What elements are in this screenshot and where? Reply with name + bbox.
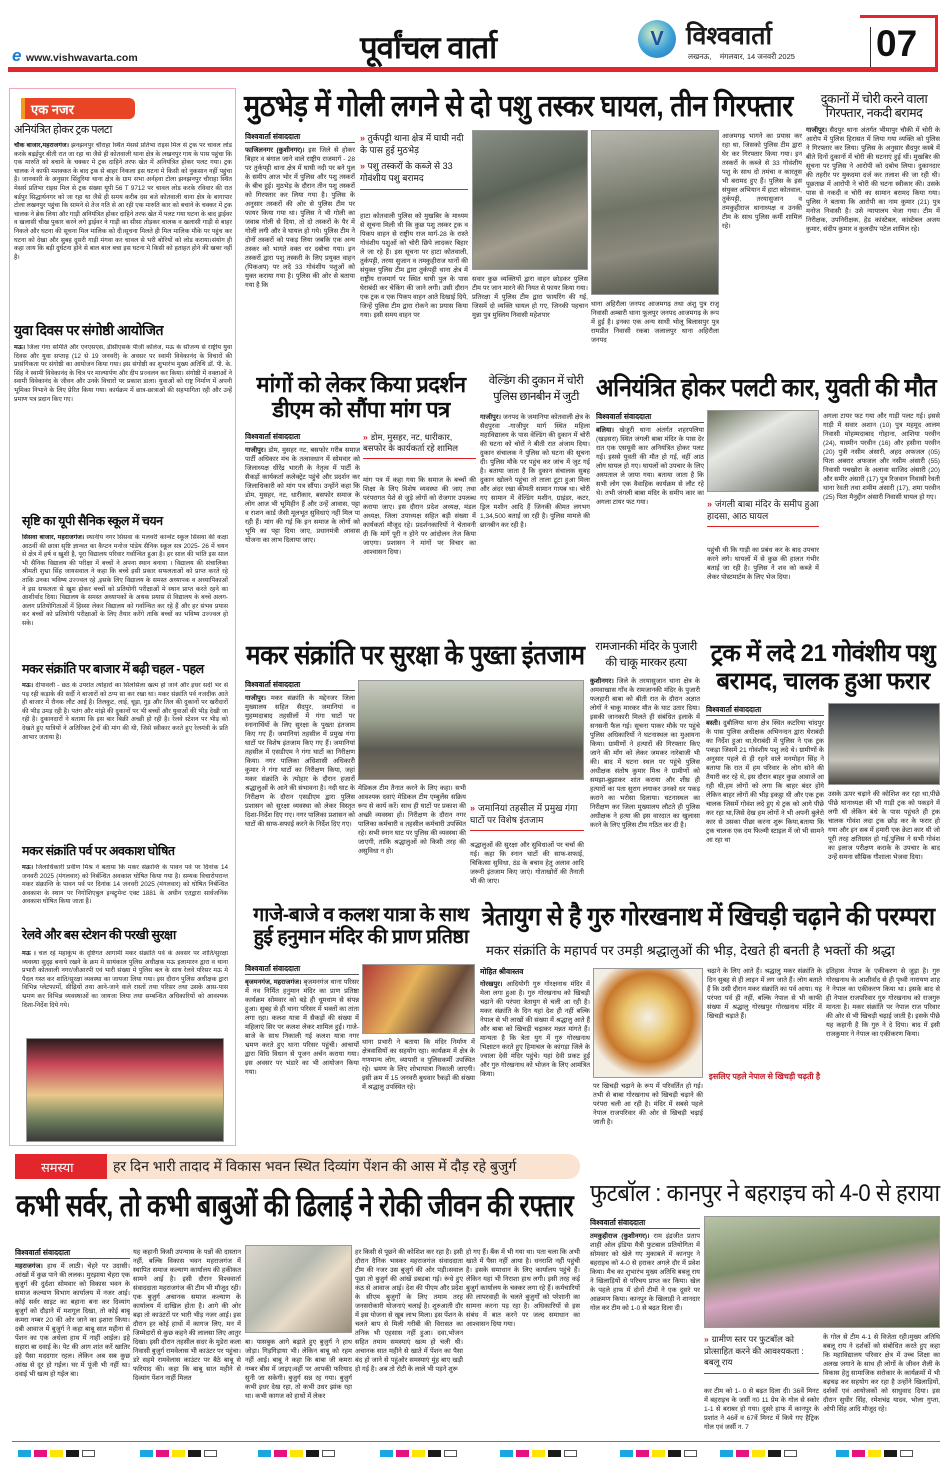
sidebar-item-text: मऊ। दीपावली - छठ के उपरांत त्योहारों का सिलसिला खत्म हो जाने और इधर सर्दी भर से पड़ रही कड़ाके की सर्दी ने बाजारों को ठप्प सा कर रखा था। मकर संक्रांति पर्व नजदीक आते ही बाजार में रौनक लौट आई है। तिलकुट, लाई, चूड़ा, गुड़ और तिल की दुकानों पर खरीदारों की भीड़ उमड़ रही है। पतंग और मांझे की दुकानों पर भी बच्चों और युवाओं की भीड़ देखी जा रही है। दुकानदारों ने बताया कि इस बार बिक्री अच्छी हो रही है। रेलवे स्टेशन पर भीड़ को देखते हुए यात्रियों ने अतिरिक्त ट्रेनों की मांग की थी, जिसे स्वीकार करते हुए रेलमंत्री के प्रति आभार जताया है।: [22, 682, 228, 741]
khichdi-text: चढ़ाने के लिए आते हैं। श्रद्धालु मकर संक्रांति के दिन सुबह से ही लाइन में लग जाते हैं। लोग बताते हैं कि उसी दौरान मकर संक्रांति का पर्व आया। यह परंपरा पर्व ही नहीं, बल्कि नेपाल से भी काफी संख्या में श्रद्धालु गोरखपुर गोरखनाथ मंदिर में खिचड़ी चढ़ाते हैं।: [707, 968, 822, 1020]
pension-text: बा। पासबुक आगे बढ़ाते हुए बुजुर्ग ने हाथ जोड़ा। गिड़गिड़ाया भी। लेकिन बाबू को रहम नहीं आई। बाबू ने कहा कि बाबा जी कमरा नम्बर बीस में जाइए।वहीं पर आपकी फरियाद सुनी जा सकेगी। बुजुर्ग सन्न रह गया। बुजुर्ग कभी इधर देख रहा, तो कभी उधर झांक रहा था। कभी कागज को हाथों में लेकर: [245, 1339, 352, 1400]
lead-text: सवार कुछ व्यक्तियों द्वारा वाहन छोड़कर पुलिस टीम पर जान मारने की नियत से फायर किया गया। प्रतिरक्षा में पुलिस टीम द्वारा फायरिंग की गई, जिसमें दो व्यक्ति घायल हो गए, जिनकी पहचान मुन्ना पुत्र मुस्लिम निवासी महेशपार: [472, 276, 588, 319]
welding-text: गाजीपुर। जनपद के जमानिया कोतवाली क्षेत्र के सैदपुरवा -गाजीपुर मार्ग स्थित महिला महाविद्यालय के पास वेल्डिंग की दुकान में चोरी की घटना को चोरों ने बीती रात अंजाम दिया। दुकान संचालक ने पुलिस को घटना की सूचना दी। पुलिस मौके पर पहुंच कर जांच में जुट गई है। बताया जाता है कि दुकान संचालक सुबह दुकान खोलने पहुंचा तो ताला टूटा हुआ मिला और अंदर रखा कीमती सामान गायब था। चोरी गए सामान में वेल्डिंग मशीन, ग्राइंडर, कटर, ड्रिल मशीन आदि हैं जिनकी कीमत लगभग 1,34,500 बताई जा रही है। पुलिस मामले की छानबीन कर रही है।: [480, 414, 590, 529]
bullet-item: » पशु तस्करों के कब्जे से 33 गोवंशीय पशु बरामद: [360, 161, 453, 183]
security-text: श्रद्धालुओं की सुरक्षा और सुविधाओं पर चर्चा की गई। कहा कि स्नान घाटों की साफ-सफाई, चिकित्सा सुविधा, ठंड के बचाव हेतु अलाव आदि जरूरी इंतजाम किए जाएं। गोताखोरों की तैनाती भी की जाए।: [470, 842, 584, 885]
khichdi-lead2: इसलिए पहले नेपाल से खिचड़ी चढ़ती है: [708, 1072, 821, 1081]
khichdi-text: इतिहास नेपाल के एकीकरण से जुड़ा है। गुरु गोरखनाथ के आशीर्वाद से ही पृथ्वी नारायण शाह ने नेपाल का एकीकरण किया था। इसके बाद से ही नेपाल राजपरिवार गुरु गोरखनाथ को राजगुरु मानता है। मकर संक्रांति पर नेपाल राज परिवार की ओर से भी खिचड़ी चढ़ाई जाती है। इसके पीछे यह कहानी है कि गुरु ने दे दिया। बाद में इसी राजकुमार ने नेपाल का एकीकरण किया।: [826, 968, 940, 1038]
pension-kicker: हर दिन भारी तादाद में विकास भवन स्थित दिव्यांग पेंशन की आस में दौड़ रहे बुजुर्ग: [113, 1158, 517, 1174]
demand-text: विश्ववार्ता संवाददाता गाजीपुर। डोम, मुसहर नट, बसफोर गरीब समाज पार्टी अधिकार मंच के तत्वावधान में सोमवार को जिलाध्यक्ष धीरेंद्र भारती के नेतृत्व में पार्टी के सैकड़ों कार्यकर्ता कलेक्ट्रेट पहुंचे और प्रदर्शन कर जिलाधिकारी को मांग पत्र सौंपा। उन्होंने कहा कि डोम, मुसहर, नट, धारीकार, बसफोर समाज के लोग आज भी भूमिहीन हैं और उन्हें आवास, पट्टा व राशन कार्ड जैसी मूलभूत सुविधाएं नहीं मिल पा रही हैं। मांग की गई कि इन समाज के लोगों को भूमि का पट्टा दिया जाए, प्रधानमंत्री आवास योजना का लाभ दिलाया जाए।: [245, 432, 360, 544]
lead-headline: मुठभेड़ में गोली लगने से दो पशु तस्कर घायल, तीन गिरफ्तार: [244, 90, 793, 123]
football-headline: फुटबॉल : कानपुर ने बहराइच को 4-0 से हराया: [590, 1180, 940, 1207]
paper-name: विश्ववार्ता: [686, 22, 773, 50]
right-headline: दुकानों में चोरी करने वाला गिरफ्तार, नकदी बरामद: [820, 92, 928, 121]
car-text: पहुंची थी कि गाड़ी का प्रबंध कर के बाद उपचार करने लगे। घायलों में से कुछ की हालत गंभीर बताई जा रही है। पुलिस ने शव को कब्जे में लेकर पोस्टमार्टम के लिए भेज दिया।: [707, 547, 819, 581]
khichdi-text: पर खिचड़ी चढ़ाने के रूप में परिवर्तित हो गई। तभी से बाबा गोरखनाथ को खिचड़ी चढ़ाने की परंपरा चली आ रही है। मंदिर में सबसे पहले नेपाल राजपरिवार की ओर से खिचड़ी चढ़ाई जाती है।: [593, 1083, 703, 1126]
header-rule: [8, 67, 938, 72]
cattle-text: विश्ववार्ता संवाददाता बस्ती। दुबौलिया थाना क्षेत्र स्थित कटरिया चांदपुर के पास पुलिस अधीक्षक अभिनन्दन द्वारा घेराबंदी का निर्देश हुआ था,घेराबंदी में पुलिस ने एक ट्रक पकड़ा जिसमें 21 गोवंशीय पशु लदे थे। ग्रामीणों के अनुसार पहले से ही रहने वाले मनमोहन सिंह ने बताया कि रात में हम परिवार के लोग सोने की तैयारी कर रहे थे, इस दौरान बाहर कुछ आवाजें आ रही थी,हम लोगों को लगा कि बाहर बंदर होंगे लेकिन बाहर लोगों की भीड़ इकट्ठा थी और एक ट्रक चालक जिसमें गोवंश लदे हुए थे ट्रक को आगे पीछे कर रहा था,जिसे देख हम लोगों ने भी अपनी बुलेरो कार से उसका पीछा करना शुरू किया,बताया कि ट्रक चालक एक दम फिल्मी स्टाइल में जो भी सामने आ रहा था: [706, 705, 824, 844]
priest-headline: रामजानकी मंदिर के पुजारी की चाकू मारकर हत्या: [595, 641, 697, 669]
samasya-tag: [15, 1154, 107, 1179]
website-url[interactable]: www.vishwavarta.com: [26, 52, 138, 64]
sidebar-item-title: मकर संक्रांति पर बाजार में बढ़ी चहल - पहल: [22, 662, 204, 676]
ghat-inspection-photo: [358, 680, 584, 780]
paper-logo-icon: V: [638, 20, 676, 58]
sidebar-item-text: मऊ। जिला गंगा समिति और एनएसएस, डीसीएसके पीजी कॉलेज, मऊ के सौजन्य से राष्ट्रीय युवा दिवस और युवा सप्ताह (12 से 19 जनवरी) के अवसर पर स्वामी विवेकानंद के विचारों की प्रासंगिकता पर संगोष्ठी का आयोजन किया गया। इस संगोष्ठी का शुभारंभ मुख्य अतिथि डॉ. पी. के. सिंह ने स्वामी विवेकानंद के चित्र पर माल्यार्पण और दीप प्रज्वलन कर किया। संगोष्ठी में वक्ताओं ने स्वामी विवेकानंद के जीवन और उनके विचारों पर प्रकाश डाला। युवाओं को राष्ट्र निर्माण में अपनी भूमिका निभाने के लिए प्रेरित किया गया। कार्यक्रम में छात्र-छात्राओं की सहभागिता रही और उन्हें प्रमाण पत्र प्रदान किए गए।: [14, 344, 232, 403]
hanuman-headline: गाजे-बाजे व कलश यात्रा के साथ हुई हनुमान मंदिर की प्राण प्रतिष्ठा: [253, 904, 469, 949]
right-text: गाजीपुर। सैदपुर थाना अंतर्गत भीमापुर चौकी में चोरी के आरोप में पुलिस हिरासत में लिया गया व्यक्ति को पुलिस ने गिरफ्तार कर लिया। पुलिस के अनुसार सैदपुर कस्बे में बीते दिनों दुकानों में चोरी की घटनाएं हुई थीं। मुखबिर की सूचना पर पुलिस ने आरोपी को दबोच लिया। दुकानदार की तहरीर पर मुकदमा दर्ज कर तलाश की जा रही थी। पूछताछ में आरोपी ने चोरी की घटना स्वीकार की। उसके पास से नकदी व चोरी का सामान बरामद किया गया। पुलिस ने बताया कि आरोपी का नाम कुमार (21) पुत्र मनोज निवासी है। उसे न्यायालय भेजा गया। टीम में निरीक्षक, उपनिरीक्षक, हेड कांस्टेबल, कांस्टेबल अजय कुमार, संदीप कुमार व कुलदीप पटेल शामिल रहे।: [806, 127, 940, 233]
color-registration-marks: [620, 1450, 697, 1457]
football-match-photo: [704, 1216, 940, 1328]
currency-notes-photo: [245, 1245, 352, 1333]
demand-bullet: » डोम, मुसहर, नट, धारीकार, बसफोर के कार्यकर्ता रहे शामिल: [363, 432, 476, 459]
sidebar-item-title: रेलवे और बस स्टेशन की परखी सुरक्षा: [22, 928, 176, 942]
football-text: के गोल से टीम 4-1 से विजेता रही।मुख्य अतिथि बबलू राय ने दर्शकों को संबोधित करते हुए कहा कि महाविद्यालय परिवार क्षेत्र में उच्च शिक्षा का अलख जगाने के साथ ही लोगों के जीवन शैली के विकास हेतु सामाजिक सरोकार के कार्यक्रमों में भी बढ़चढ़ कर सहयोग कर रहा है उन्होंने खिलाड़ियों, दर्शकों एवं आयोजकों को साधुवाद दिया। इस दौरान सुधीर सिंह, रमेशचंद्र यादव, भोला गुप्ता, ओपी सिंह आदि मौजूद रहे।: [823, 1334, 940, 1413]
sidebar-item-title: सृष्टि का यूपी सैनिक स्कूल में चयन: [22, 514, 163, 528]
welding-headline: वेल्डिंग की दुकान में चोरी पुलिस छानबीन में जुटी: [488, 375, 584, 403]
ie-icon: e: [12, 46, 22, 65]
sidebar-item-text: सिसवा बाजार, महराजगंज। स्थानीय नगर सिसवा के मलवरी कान्वेंट स्कूल सिसवा की कक्षा आठवीं की छात्रा सृष्टि ज्ञान्वत का कैप्टन मनोज पांडेय सैनिक स्कूल सत्र 2025- 26 में चयन से क्षेत्र में हर्ष व खुशी है, पूरा विद्यालय परिवार गर्वान्वित हुआ है। हर साल की भांति इस साल भी सैनिक विद्यालय की परीक्षा में बच्चों ने अपना स्थान बनाया । विद्यालय की संचालिका श्रीमती शुभ्रा सिंह जायसवाल ने कहा कि बच्चे इसी प्रकार सफलताओं को प्राप्त करते रहे ताकि उनका भविष्य उज्ज्वल रहे ,इसके लिए विद्यालय के समस्त अध्यापक व अध्यापिकाओं ने इस सफलता से खुश होकर बच्चों को प्रतियोगी परीक्षाओं मे स्थान प्राप्त करते रहने का आशीर्वाद दिया। विद्यालय के समस्त अध्यापकों के अथक प्रयास से विद्यालय के बच्चे अलग-अलग प्रतियोगिताओं में हिस्सा लेकर विद्यालय को गर्वान्वित कर रहे हैं और हर संभव प्रयास कर बच्चों को प्रतियोगी परीक्षाओं के लिए तैयार करेंगे ताकि बच्चों का भविष्य उज्ज्वल हो सके।: [22, 534, 228, 627]
khichdi-text: मोहित श्रीवास्तव गोरखपुर। आदियोगी गुरु गोरक्षनाथ मंदिर में मेला लगा हुआ है। गुरु गोरखनाथ को खिचड़ी चढ़ाने की परंपरा त्रेतायुग से चली आ रही है। मकर संक्रांति के दिन यहां देश ही नहीं बल्कि नेपाल से भी लाखों की संख्या में श्रद्धालु आते हैं और बाबा को खिचड़ी चढ़ाकर मन्नत मांगते हैं। मान्यता है कि त्रेता युग में गुरु गोरखनाथ भिक्षाटन करते हुए हिमाचल के कांगड़ा जिले के ज्वाला देवी मंदिर पहुंचे। यहां देवी प्रकट हुईं और गुरु गोरखनाथ को भोजन के लिए आमंत्रित किया।: [480, 967, 590, 1078]
sidebar-tab-label: एक नजर: [31, 102, 74, 117]
football-bullet: » ग्रामीण स्तर पर फुटबॉल को प्रोत्साहित करने की आवश्यकता : बबलू राय: [704, 1334, 819, 1374]
police-team-photo: [591, 130, 719, 295]
overturned-car-photo: [707, 410, 819, 492]
bullet-item: » तुर्कपट्टी थाना क्षेत्र में घाघी नदी के पास हुई मुठभेड़: [360, 133, 464, 155]
lead-text: विश्ववार्ता संवाददाता फाजिलनगर (कुशीनगर)। इस जिले से होकर बिहार व बंगाल जाने वाले राष्ट्रीय राजमार्ग - 28 पर तुर्कपट्टी थाना क्षेत्र में घाघी नदी पर बने पुल के समीप आज भोर में पुलिस और पशु तस्करों के बीच हुई। मुठभेड़ के दौरान तीन पशु तस्करों को गिरफ्तार कर लिया गया है। पुलिस के अनुसार तस्करों की ओर से पुलिस टीम पर फायर किया गया था। पुलिस ने भी गोली का जवाब गोली से दिया, तो दो तस्करों के पैर में गोली लगी और वे घायल हो गये। पुलिस टीम ने दोनों तस्करों को पकड़ लिया जबकि एक अन्य तस्कर को भागते वक्त धर दबोचा गया। इन तस्करों द्वारा पशु तस्करी के लिए प्रयुक्त वाहन (पिकअप) पर लदे 33 गोवंशीय पशुओं को मुक्त कराया गया है। पुलिस की ओर से बताया गया है कि: [245, 132, 355, 289]
sidebar-item-title: मकर संक्रांति पर्व पर अवकाश घोषित: [22, 844, 175, 858]
khichdi-subhead: मकर संक्रांति के महापर्व पर उमड़ी श्रद्धालुओं की भीड़, देखते ही बनती है भक्तों की श्रद्धा: [486, 943, 895, 958]
sidebar-tab: [21, 98, 135, 119]
seized-truck-photo: [828, 703, 940, 785]
lead-text: थाना अहिरौला जनपद आजमगढ़ तथा अंशु पुत्र राजू निवासी अम्बारी थाना फूलपुर जनपद आजमगढ़ के रूप में हुई है। इनका एक अन्य साथी भोलू बिलासपुर पुत्र रामप्रीत निवासी रकबा जलालपुर थाना अहिरौला जनपद: [591, 301, 719, 344]
khichdi-headline: त्रेतायुग से है गुरु गोरखनाथ में खिचड़ी चढ़ाने की परम्परा: [482, 903, 935, 931]
color-registration-marks: [18, 1450, 95, 1457]
sidebar-item-title: युवा दिवस पर संगोष्ठी आयोजित: [14, 322, 163, 338]
cattle-headline: ट्रक में लदे 21 गोवंशीय पशु बरामद, चालक हुआ फरार: [710, 640, 936, 695]
page-number-box: [860, 15, 938, 72]
footer-rule: [12, 1441, 940, 1442]
pension-headline: कभी सर्वर, तो कभी बाबुओं की ढिलाई ने रोकी जीवन की रफ्तार: [16, 1188, 574, 1223]
temple-ceremony-photo: [362, 964, 475, 1034]
color-registration-marks: [258, 1450, 335, 1457]
page-number: 07: [876, 23, 918, 64]
cattle-text: उसके ऊपर चढ़ाने की कोशिश कर रहा था,पीछे पीछे थानाध्यक्ष की भी गाड़ी ट्रक को पकड़ने में लगी थी लेकिन बंधे के पास पहुंचते ही ट्रक चालक गोवंश लदा ट्रक छोड़ कर के फरार हो गया और इन सब में हमारी एक क्रेटा कार थी जो पूरी तरह क्षतिग्रस्त हो गई,पुलिस ने सभी गोवंश का इलाज परीक्षण कराके के उपचार के बाद उन्हें समना सौम्रिक गौशाला भेजवा दिया।: [828, 791, 940, 861]
sidebar-item-title: अनियंत्रित होकर ट्रक पलटा: [14, 124, 112, 136]
security-text: विश्ववार्ता संवाददाता गाजीपुर। मकर संक्रांति के मद्देनजर जिला मुख्यालय सहित सैदपुर, जमानियां व मुहम्मदाबाद तहसीलों में गंगा घाटों पर स्नानार्थियों के लिए सुरक्षा के पुख्ता इंतजाम किए गए हैं। जमानियां तहसील में प्रमुख गंगा घाटों पर विशेष इंतजाम किए गए हैं। जमानियां तहसील में एसडीएम ने गंगा घाटों का निरीक्षण किया। नगर पालिका अधिशासी अधिकारी कुमार ने गंगा घाटों का निरीक्षण किया, जहां मकर संक्रांति के त्योहार के दौरान हजारों श्रद्धालुओं के आने की संभावना है। नदी घाट के निरीक्षण के दौरान एसडीएम द्वारा पुलिस प्रशासन को सुरक्षा व्यवस्था को लेकर विस्तृत दिशा-निर्देश दिए गए। नगर पालिका प्रशासन को घाटों की साफ-सफाई करने के निर्देश दिए गए।: [245, 680, 355, 828]
pension-text: हो गए हैं। बैंक में भी गया था। पता चला कि अभी खाते में पैसा नहीं आया है। धनराशि नहीं पहुंची है। इसके समाधान के लिए कार्यालय पहुंचे हैं। लेकिन यहां भी निराशा हाथ लगी। इसी तरह कई बुजुर्ग कार्यालय के चक्कर लगा रहे हैं। कर्मचारियों की लापरवाही के चलते बुजुर्गों को परेशानी का सामना करना पड़ रहा है। अधिकारियों से इस संबंध में बात करने पर जल्द समाधान का आश्वासन दिया गया।: [466, 1249, 580, 1328]
football-text: कर टीम को 1- 0 से बढ़त दिला दी। 36वें मिनट में बहराइच के जर्सी न0 11 प्रेम के गोल से स्कोर 1-1 से बराबर हो गया। दूसरे हाफ में कानपुर के प्रशांत ने 46वें व 67वें मिनट में किये गए हैट्रिक गोल एवं जर्सी न. 7: [704, 1388, 819, 1430]
sidebar-item-text: मऊ । चल रहे महाकुंभ के दृष्टिगत आगामी मकर संक्रांति पर्व के अवसर पर शांति/सुरक्षा व्यवस्था सुदृढ़ बनाये रखने के क्रम मे सायंकाल पुलिस अधीक्षक मऊ इलामारन द्वारा व थाना प्रभारी कोतवाली नगर/जीआरपी एवं भारी संख्या मे पुलिस बल के साथ रेलवे परिसर मऊ मे पैदल गस्त कर शांति/सुरक्षा व्यवस्था का जायजा लिया गया। इस दौरान पुलिस अधीक्षक द्वारा विभिन्न प्लेटफार्मो, सीढ़ियों तथा आने-जाने वाले रास्तों तथा परिसर तथा उसके आस-पास भ्रमण कर विभिन्न व्यवस्थाओं का जायजा लिया तथा सम्बन्धित अधिकारियों को आवश्यक दिशा-निर्देश दिये गये।: [22, 950, 228, 1009]
pension-text: विश्ववार्ता संवाददाता महराजगंज। हाथ में लाठी। चेहरे पर उदासी। आंखों में कुछ पाने की ललक। मुरझाया चेहरा एक बुजुर्ग की दुर्दशा सोमवार को विकास भवन के समाज कल्याण विभाग कार्यालय में नजर आई। कोई सर्वर साइट का बहाना बना कर दिव्यांग बुजुर्ग को दौड़ाने में मशगूल दिखा, तो कोई बाबू कमरा नम्बर 20 की ओर जाने का इशारा किया। दबी आवाज में बुजुर्ग ने कहा बाबू सात महीना से पेंशन का एक अधेला हाथ में नाहीं आईल। इहे सहारा बा दवाई के। पेट की आग शांत करें खातिर इहे पैसा मददगार रहल। लेकिन अब सब कुछ आंख से दूर हो गईल। घर में पूंजी भी नहीं था। दवाई भी खत्म हो गईल बा।: [15, 1248, 130, 1378]
sidebar-item-text: चौक बाजार,महराजगंज। झनझनपुर चौराहा स्थित मेसर्स प्रतिभा राइस मिल से ट्रक पर चावल लोड करके बढ़ईपुर बीती रात जा रहा था जैसे ही कोतवाली थाना क्षेत्र के लखनपुर गाय के पास पहुंचा कि एक मारुति को बचाने के चक्कर मे ट्रक दाहिने तरफ खेत में अनियंत्रित होकर पलट गया। ट्रक चालक ने काफी मशक्कत के बाद ट्रक से बाहर निकला इस घटना मे किसी को नुकसान नहीं पहुंचा है। जानकारी के अनुसार सिंदुरिया थाना क्षेत्र के ग्राम सभा अर्नहवा टोला झनझनपुर चौराहा स्थित मेसर्स प्रतिभा राइस मिल से ट्रक संख्या यूपी 56 T 9712 पर चावल लोड करके रविवार की रात बर्डपुर सिद्धार्थनगर को जा रहा था जैसे ही समय करीब दस बजे कोतवाली थाना क्षेत्र के बागापार टोला लखनपुर पहुंचा कि सामने से तेज गति से आ रही एक मारुति कार को बचाने के चक्कर में ट्रक चालक ने ब्रेक लिया और गाड़ी अनियंत्रित होकर दाहिने तरफ खेत में पलट गया घटना के बाद ड्राईवर व खलासी चीख पुकार करने लगे ड्राईवर ने गाड़ी का सीसा तोड़कर चालक व खलासी गाड़ी से बाहर निकले और घटना की सूचना मिल मालिक को दी।सूचना मिलते ही मिल मालिक मौके पर पहुंच कर घटना को देखा और सुबह दूसरी गाड़ी मंगवा कर चावल से भरी बोरियों को लोड कराया।संयोग ही कहा जाय कि बड़ी दुर्घटना होने से बाल बाल बचा इस घटना मे किसी को हताहत होने की खबर नहीं है।: [14, 142, 232, 261]
demand-text: मांग पत्र में कहा गया कि समाज के बच्चों की शिक्षा के लिए विशेष व्यवस्था की जाए तथा परंपरागत पेशे से जुड़े लोगों को रोजगार उपलब्ध कराया जाए। इस दौरान प्रदेश अध्यक्ष, मंडल अध्यक्ष, जिला उपाध्यक्ष सहित बड़ी संख्या में कार्यकर्ता मौजूद रहे। प्रदर्शनकारियों ने चेतावनी दी कि मांगें पूरी न होने पर आंदोलन तेज किया जाएगा। प्रशासन ने मांगों पर विचार का आश्वासन दिया।: [363, 477, 476, 556]
color-registration-marks: [836, 1450, 913, 1457]
color-registration-marks: [140, 1450, 217, 1457]
sidebar-item-text: मऊ। जिलाधिकारी प्रवीण मिश्र ने बताया कि मकर संक्रान्ति के पावन पर्व पर दिनांक 14 जनवरी 2025 (मंगलवार) को निर्बन्धित अवकाश घोषित किया गया है। सम्यक विचारोपरान्त मकर संक्रान्ति के पावन पर्व पर दिनांक 14 जनवरी 2025 (मंगलवार) को घोषित निर्बन्धित अवकाश के स्थान पर निगोशिएबुल इन्स्ट्रुमेन्ट एक्ट 1881 के अधीन एतद्वारा सार्वजनिक अवकाश घोषित किया जाता है।: [22, 864, 228, 906]
hanuman-text: थाना प्रभारी ने बताया कि मंदिर निर्माण में क्षेत्रवासियों का सहयोग रहा। कार्यक्रम में क्षेत्र के गणमान्य लोग, व्यापारी व पुलिसकर्मी उपस्थित रहे। भ्रमण के लिए शोभायात्रा निकाली जाएगी। इसी क्रम में 15 जनवरी बुधवार रैकड़ों की संख्या में श्रद्धालु उपस्थित रहे।: [362, 1039, 475, 1091]
color-registration-marks: [500, 1450, 577, 1457]
hanuman-text: विश्ववार्ता संवाददाता बृजमनगंज, महराजगंज। बृजमनगंज थाना परिसर में नव निर्मित हनुमान मंदिर का प्राण प्रतिष्ठा कार्यक्रम सोमवार को बड़े ही धूमधाम से संपन्न हुआ। सुबह से ही थाना परिसर में भक्तों का तांता लगा रहा। कलश यात्रा में सैकड़ों की संख्या में महिलाएं सिर पर कलश लेकर शामिल हुईं। गाजे-बाजे के साथ निकाली गई कलश यात्रा नगर भ्रमण करते हुए थाना परिसर पहुंची। आचार्यों द्वारा विधि विधान से पूजन अर्चन कराया गया। इस अवसर पर भंडारे का भी आयोजन किया गया।: [245, 964, 359, 1076]
railway-station-photo: [26, 1038, 224, 1142]
car-bullet: » जंगली बाबा मंदिर के समीप हुआ हादसा, आठ घायल: [707, 498, 819, 527]
security-bullet: » जमानियां तहसील में प्रमुख गंगा घाटों पर विशेष इंतजाम: [470, 802, 584, 831]
demand-headline: मांगों को लेकर किया प्रदर्शन डीएम को सौंपा मांग पत्र: [256, 372, 466, 423]
car-text: विश्ववार्ता संवाददाता बलिया। खेजुरी थाना अंतर्गत शहरपलिया (खड़सरा) स्थित जंगली बाबा मंदिर के पास देर रात एक एसयूवी कार अनियंत्रित होकर पलट गई। इससे युवती की मौत हो गई, वहीं आठ लोग घायल हो गए। घायलों को उपचार के लिए अस्पताल ले जाया गया। बताया जाता है कि सभी लोग एक वैवाहिक कार्यक्रम से लौट रहे थे। तभी जंगली बाबा मंदिर के समीप कार का अगला टायर फट गया।: [596, 412, 704, 506]
lead-bullets: [360, 132, 468, 190]
pension-text: यह कहानी किसी उपन्यास के पन्नों की दास्तान नहीं, बल्कि विकास भवन महराजगंज में स्थापित समाज कल्याण कार्यालय की हकीकत सामने आई है। इसी दौरान विश्ववार्ता संवाददाता महराजगंज की टीम भी मौजूद रही। एक बुजुर्ग अचानक समाज कल्याण के कार्यालय में दाखिल होता है। आगे की ओर बढ़ा तो काउंटरों पर भारी भीड़ नजर आई। इस दौरान हर कोई हाथों में कागज लिए, मन में जिम्मेदारों से कुछ कहने की लालसा लिए आतुर दिखा। इसी दौरान तहसील सदर के मुडेरा कला निवासी बुजुर्ग रामवेलास भी काउंटर पर पहुंचा। डरे सहमे रामवेलास काउंटर पर बैठे बाबू से फरियाद की। कहा कि बाबू सात महीने से दिव्यांग पेंशन नाहीं मिलत: [133, 1249, 241, 1382]
car-text: अगला टायर फट गया और गाड़ी पलट गई। इससे गाड़ी में सवार अशान (10) पुत्र महमूद आलम निवासी मोहम्मदाबाद गोहाना, आशिया परवीन (24), यास्मीन परवीन (16) और हसीना परवीन (20) पुत्री नसीम अंसारी, अहद अफजल (05) पिता अबरार अफजल और नसीम अंसारी (55) निवासी पचखोरा के अलावा साजिद अंसारी (20) और समीर अंसारी (17) पुत्र रिजवान निवासी रेवती थाना रेवती तथा शमीम अंसारी (17), शमा परवीन (25) पिता मैनुद्दीन अंसारी निवासी घायल हो गए।: [823, 413, 940, 501]
car-headline: अनियंत्रित होकर पलटी कार, युवती की मौत: [596, 374, 937, 402]
gorakhnath-idol-photo: [593, 968, 703, 1078]
color-registration-marks: [720, 1450, 797, 1457]
security-text: मेडिकल टीम तैनात करने के लिए कहा। सभी आवश्यक दवाएं मेडिकल टीम एम्बुलेंस सक्रिय रूप से कार्य करें। साथ ही घाटों पर प्रकाश की अच्छी व्यवस्था हो। निरीक्षण के दौरान नगर पालिका कर्मचारी व तहसील कर्मचारी उपस्थित रहे। सभी स्नान घाट पर पुलिस की व्यवस्था की जाएगी, ताकि श्रद्धालुओं को किसी तरह की असुविधा न हो।: [358, 785, 466, 855]
section-title: पूर्वांचल वार्ता: [360, 30, 497, 65]
dateline: लखनऊ, मंगलवार, 14 जनवरी 2025: [688, 52, 795, 61]
samasya-tag-label: समस्या: [41, 1160, 74, 1175]
arrested-smugglers-photo: [472, 130, 588, 270]
color-registration-marks: [380, 1450, 457, 1457]
priest-text: कुशीनगर। जिले के तरयासुजान थाना क्षेत्र के अमवाखास गाँव के रामजानकी मंदिर के पुजारी फलहारी बाबा को बीती रात के दौरान अज्ञात लोगों ने चाकू मारकर मौत के घाट उतार दिया। इसकी जानकारी मिलते ही संबंधित इलाके में सनसनी फैल गई। सूचना पाकर मौके पर पहुंचे पुलिस अधिकारियों ने घटनास्थल का मुआयना किया। ग्रामीणों ने हत्यारों की गिरफ्तार किए जाने की माँग को लेकर जमकर नारेबाजी भी की। बाद में घटना स्थल पर पहुंचे पुलिस अधीक्षक संतोष कुमार मिश्र ने ग्रामीणों को समझा-बुझाकर शांत कराया और शीघ्र ही हत्यारों का पता सुराग लगाकर उनको धर पकड़ कराने का भरोसा दिलाया। घटनास्थल का निरीक्षण कर जिला मुख्यालय लौटते ही पुलिस अधीक्षक ने हत्या की इस वारदात का खुलासा करने के लिए पुलिस टीम गठित कर दी है।: [590, 678, 700, 829]
lead-text: आजमगढ़ भागने का प्रयास कर रहा था, जिसको पुलिस टीम द्वारा घेर कर गिरफ्तार किया गया। इन तस्करों के कब्जे से 33 गोवंशीय पशु के साथ दो तमंचा व कारतूस भी बरामद हुए हैं। पुलिस के इस संयुक्त अभियान में हाटा कोतवाल, तुर्कपट्टी, तरयासुजान व तमकुहीराज थानाध्यक्ष व उनकी टीम के साथ पुलिस कर्मी शामिल रहे।: [722, 133, 802, 230]
football-text: विश्ववार्ता संवाददाता तमकुहीराज (कुशीनगर)। राम इंद्रजीत प्रताप शाही ओल इंडिया मैत्री फुटबाल प्रतियोगिता में सोमवार को खेले गए मुकाबले में कानपुर ने बहराइच को 4-0 से हराकर अगले दौर में प्रवेश किया। मैच का शुभारंभ मुख्य अतिथि बबलू राय ने खिलाड़ियों से परिचय प्राप्त कर किया। खेल के पहले हाफ में दोनों टीमों ने एक दूसरे पर आक्रमण किया। कानपुर के खिलाड़ी ने शानदार गोल कर टीम को 1-0 से बढ़त दिला दी।: [590, 1218, 700, 1312]
lead-text: हाटा कोतवाली पुलिस को मुखबिर के माध्यम से सूचना मिली थी कि कुछ पशु तस्कर ट्रक व पिकप वाहन से राष्ट्रीय राज मार्ग-28 के रास्ते गोवंशीय पशुओं को चोरी छिपे लादकर बिहार ले जा रहे हैं। इस सूचना पर हाटा कोतवाली, तुर्कपट्टी, तरया सुजान व तमकुहीराज थानों की संयुक्त पुलिस टीम द्वारा तुर्कपट्टी थाना क्षेत्र में राष्ट्रीय राजमार्ग पर स्थित घाघी पुल के पास घेराबंदी कर चेकिंग की जाने लगी। उसी दौरान एक ट्रक व एक पिकप वाहन आते दिखाई दिये, जिन्हें पुलिस टीम द्वारा रोकने का प्रयास किया गया। इसी समय वाहन पर: [360, 213, 468, 319]
pension-text: हर किसी से पूछने की कोशिश कर रहा है। इसी दौरान दैनिक भास्कर महराजगंज संवाददाता टीम की नजर उस बुजुर्ग की ओर पड़ी।सवाल पूछा तो बुजुर्ग की आंखें डबडबा गई। रूंधे हुए कंठ से आवाज आई। देश की पीएम और प्रदेश के सीएम बुजुर्गों के लिए तमाम तरह जनसरोकारी योजनाएं चलाई है। शुरुआती दौर में इस योजना से खूब लाभ मिला। इस पेंशन के चलते बाप से मिली गरीबी की विरासत का तनिक भी एहसास नहीं हुआ। दवा,भोजन सहित तमाम समस्याएं खत्म हो चली थी। अचानक सात महीने से खाते में पेंशन का पैसा बंद हो जाने से पहुंओर समस्याएं मुंह बाए खड़ी हो गई है। अब तो रोटी के लाले भी पड़ने शुरू: [355, 1249, 463, 1373]
security-headline: मकर संक्रांति पर सुरक्षा के पुख्ता इंतजाम: [246, 640, 585, 670]
